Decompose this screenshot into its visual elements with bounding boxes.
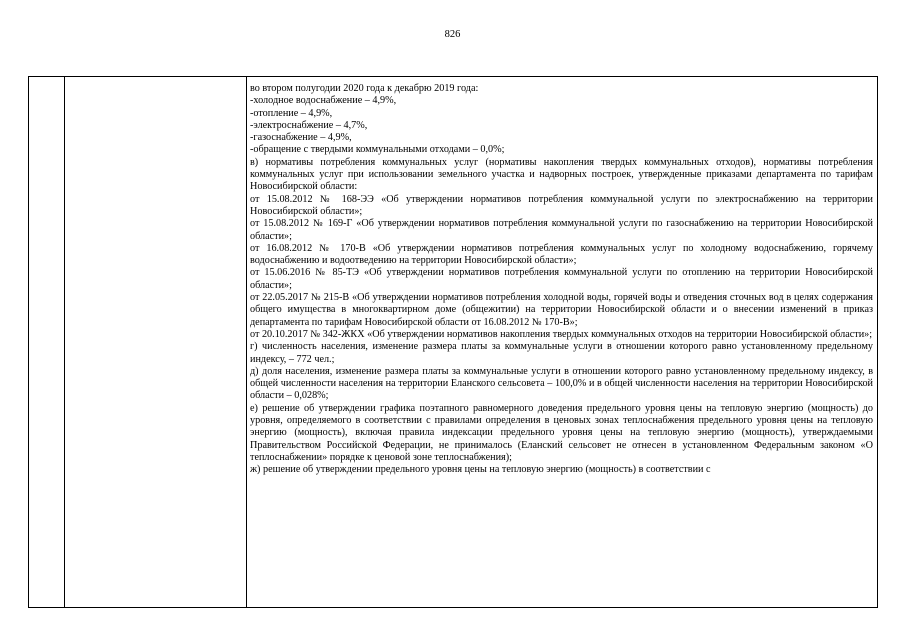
- column-divider-2: [246, 77, 247, 607]
- paragraph: -газоснабжение – 4,9%,: [250, 132, 352, 144]
- paragraph: в) нормативы потребления коммунальных услуг (нормативы накопления твердых коммунальных отходов), нормативы потребления коммунальных услуг при использовании земельного участка и надворных построек, утвержденные приказами департамента по тарифам Новосибирской области:: [250, 156, 873, 193]
- paragraph: от 16.08.2012 № 170-В «Об утверждении нормативов потребления коммунальных услуг по холодному водоснабжению, горячему водоснабжению и водоотведению на территории Новосибирской области»;: [250, 242, 873, 267]
- paragraph: от 15.06.2016 № 85-ТЭ «Об утверждении нормативов потребления коммунальной услуги по отоплению на территории Новосибирской области»;: [250, 267, 873, 291]
- paragraph: д) доля населения, изменение размера платы за коммунальные услуги в отношении которого равно установленному предельному индексу, в общей численности населения на территории Еланского сельсовета – 100,0% и в общей численности населения на территории Новосибирской области – 0,028%;: [250, 365, 873, 402]
- paragraph: -холодное водоснабжение – 4,9%,: [250, 95, 397, 107]
- paragraph: во втором полугодии 2020 года к декабрю 2019 года:: [250, 83, 479, 94]
- paragraph: от 15.08.2012 № 169-Г «Об утверждении нормативов потребления коммунальной услуги по газоснабжению на территории Новосибирской области»;: [250, 218, 873, 242]
- paragraph: от 15.08.2012 № 168-ЭЭ «Об утверждении нормативов потребления коммунальной услуги по электроснабжению на территории Новосибирской области»;: [250, 193, 873, 217]
- content-cell: [250, 83, 873, 607]
- document-table: [28, 76, 878, 608]
- paragraph: от 20.10.2017 № 342-ЖКХ «Об утверждении нормативов накопления твердых коммунальных отходов на территории Новосибирской области»;: [250, 328, 873, 340]
- paragraph: г) численность населения, изменение размера платы за коммунальные услуги в отношении которого равно установленному предельному индексу, – 772 чел.;: [250, 341, 873, 365]
- column-divider-1: [64, 77, 65, 607]
- paragraph: от 22.05.2017 № 215-В «Об утверждении нормативов потребления холодной воды, горячей воды и отведения сточных вод в целях содержания общего имущества в многоквартирном доме (общежитии) на территории Новосибирской области и о внесении изменений в приказ департамента по тарифам Новосибирской области от 16.08.2012 № 170-В»;: [250, 292, 873, 328]
- paragraph: -электроснабжение – 4,7%,: [250, 119, 368, 131]
- paragraph: -обращение с твердыми коммунальными отходами – 0,0%;: [250, 144, 505, 156]
- paragraph: ж) решение об утверждении предельного уровня цены на тепловую энергию (мощность) в соответствии с: [250, 464, 711, 476]
- paragraph: е) решение об утверждении графика поэтапного равномерного доведения предельного уровня цены на тепловую энергию (мощность) до уровня, определяемого в соответствии с правилами определения в ценовых зонах теплоснабжения предельного уровня цены на тепловую энергию (мощность), включая правила индексации предельного уровня цены на тепловую энергию (мощность), утверждаемыми Правительством Российской Федерации, не принималось (Еланский сельсовет не отнесен в установленном Федеральным законом «О теплоснабжении» порядке к ценовой зоне теплоснабжения);: [250, 402, 873, 463]
- page-number: 826: [444, 29, 461, 40]
- paragraph: -отопление – 4,9%,: [250, 107, 333, 119]
